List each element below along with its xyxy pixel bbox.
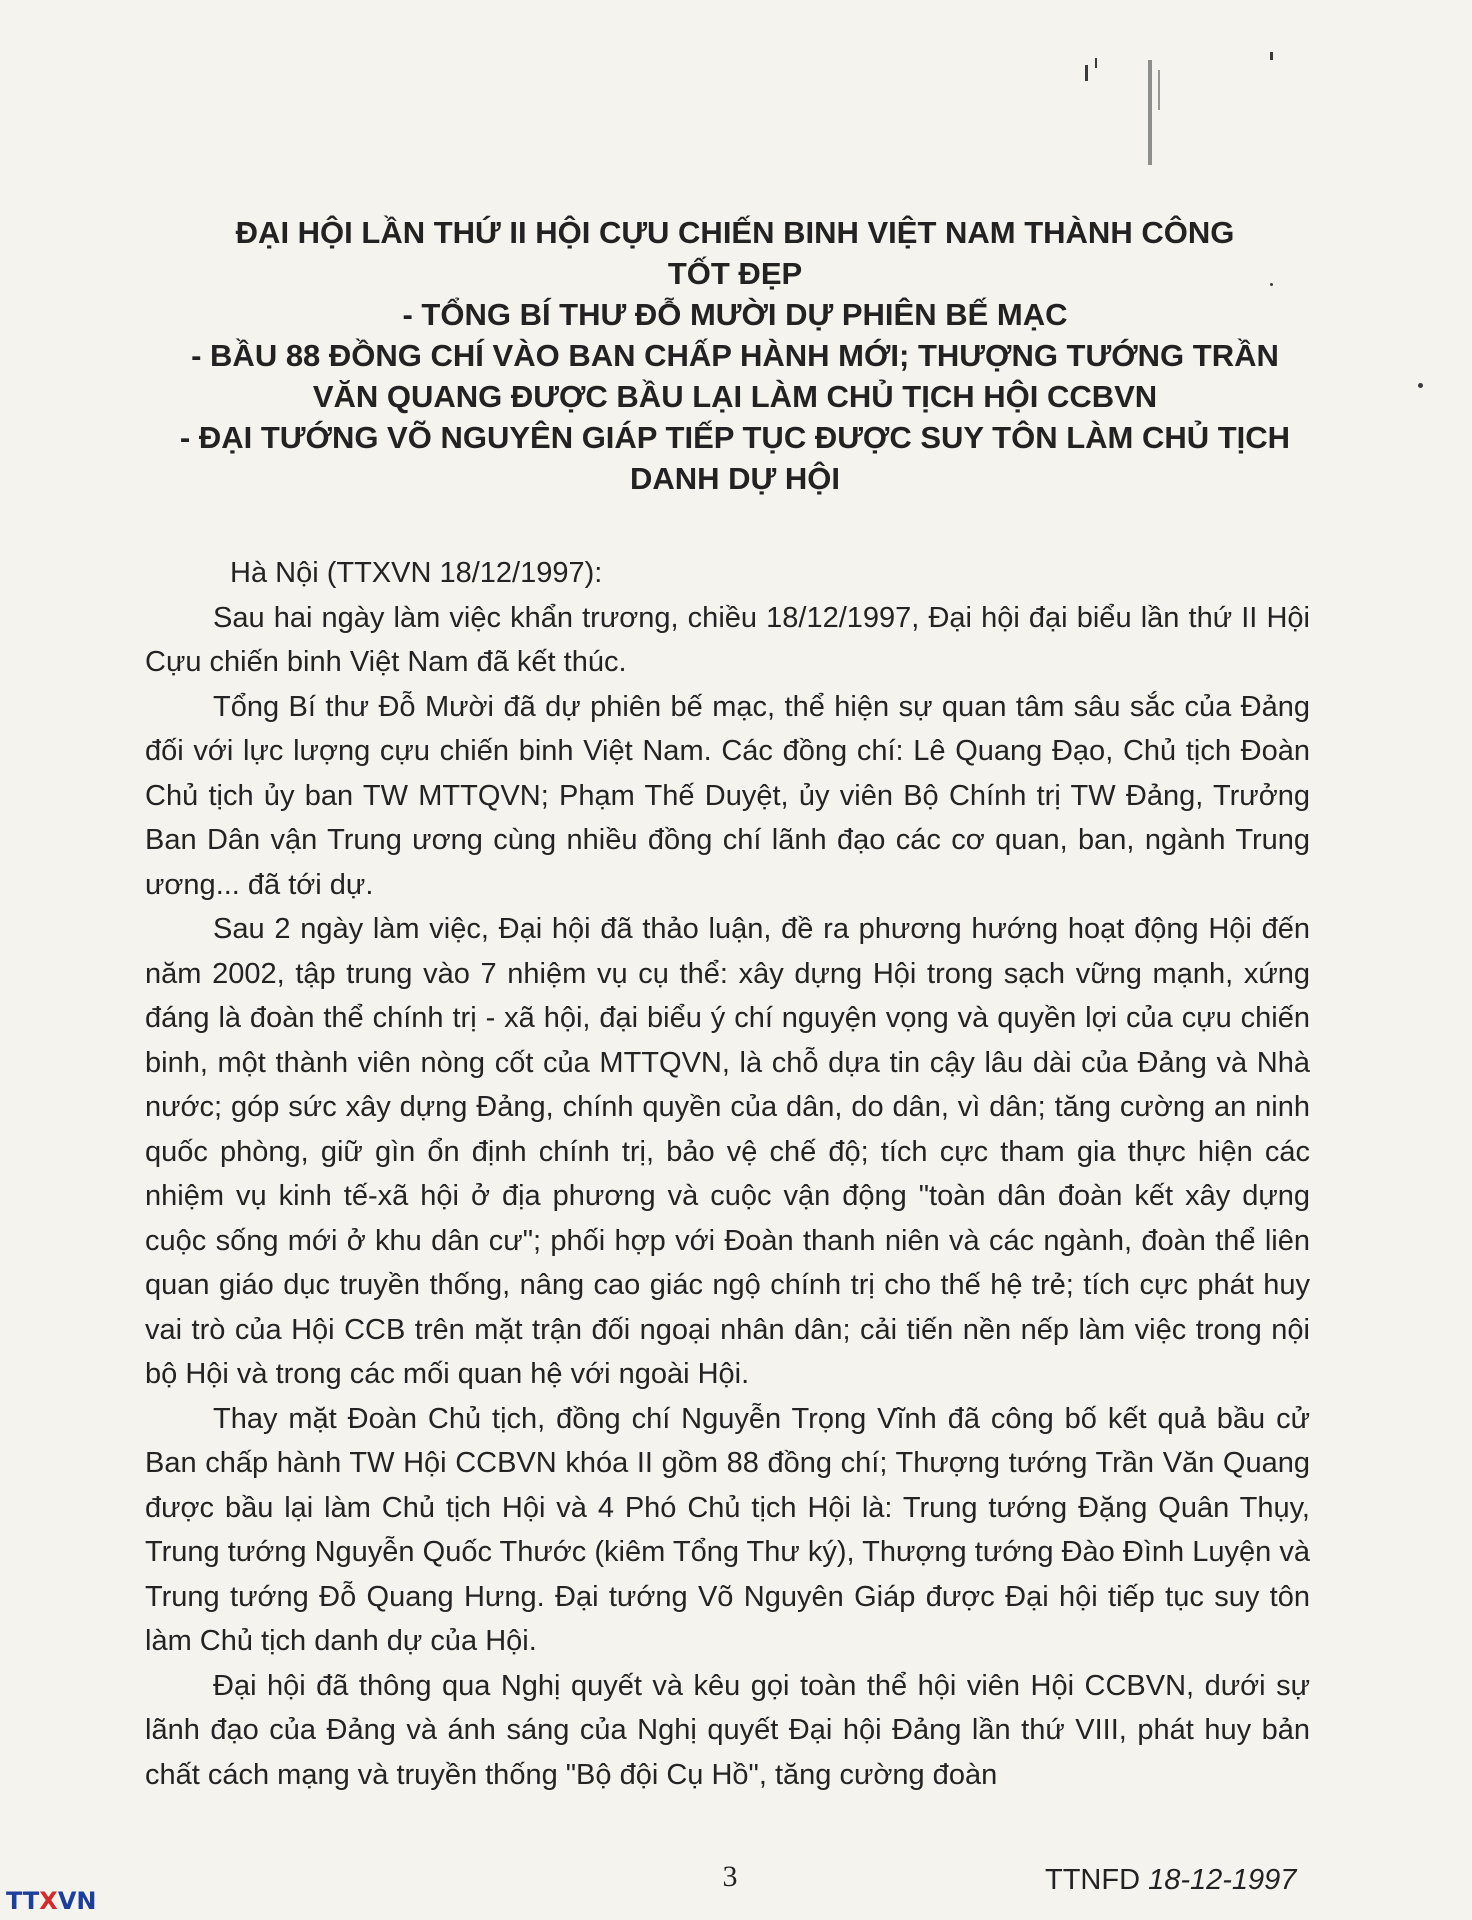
document-code bbox=[1045, 1864, 1296, 1897]
paragraph: Sau hai ngày làm việc khẩn trương, chiều 18/12/1997, Đại hội đại biểu lần thứ II Hội Cựu chiến binh Việt Nam đã kết thúc. bbox=[145, 601, 1310, 678]
headline-line: - TỔNG BÍ THƯ ĐỖ MƯỜI DỰ PHIÊN BẾ MẠC bbox=[402, 297, 1068, 332]
footer-date: 18-12-1997 bbox=[1148, 1864, 1297, 1896]
dateline: Hà Nội (TTXVN 18/12/1997): bbox=[230, 557, 603, 589]
headline-line: DANH DỰ HỘI bbox=[630, 461, 840, 496]
headline-line: - BẦU 88 ĐỒNG CHÍ VÀO BAN CHẤP HÀNH MỚI; THƯỢNG TƯỚNG TRẦN bbox=[191, 338, 1279, 373]
article-body bbox=[145, 551, 1310, 1797]
footer-code-label: TTNFD bbox=[1045, 1864, 1141, 1896]
headline-line: - ĐẠI TƯỚNG VÕ NGUYÊN GIÁP TIẾP TỤC ĐƯỢC SUY TÔN LÀM CHỦ TỊCH bbox=[179, 420, 1291, 455]
headline-line: ĐẠI HỘI LẦN THỨ II HỘI CỰU CHIẾN BINH VIỆT NAM THÀNH CÔNG bbox=[235, 215, 1235, 250]
agency-logo: TTXVN bbox=[6, 1887, 97, 1915]
paragraph: Đại hội đã thông qua Nghị quyết và kêu gọi toàn thể hội viên Hội CCBVN, dưới sự lãnh đạo của Đảng và ánh sáng của Nghị quyết Đại hội Đảng lần thứ VIII, phát huy bản chất cách mạng và truyền thống "Bộ đội Cụ Hồ", tăng cường đoàn bbox=[145, 1669, 1310, 1791]
headline-line: VĂN QUANG ĐƯỢC BẦU LẠI LÀM CHỦ TỊCH HỘI CCBVN bbox=[312, 379, 1158, 414]
paragraph: Tổng Bí thư Đỗ Mười đã dự phiên bế mạc, thể hiện sự quan tâm sâu sắc của Đảng đối với lực lượng cựu chiến binh Việt Nam. Các đồng chí: Lê Quang Đạo, Chủ tịch Đoàn Chủ tịch ủy ban TW MTTQVN; Phạm Thế Duyệt, ủy viên Bộ Chính trị TW Đảng, Trưởng Ban Dân vận Trung ương cùng nhiều đồng chí lãnh đạo các cơ quan, ban, ngành Trung ương... đã tới dự. bbox=[145, 690, 1310, 901]
headline-line: TỐT ĐẸP bbox=[667, 256, 803, 291]
headline bbox=[150, 212, 1320, 499]
page-number: 3 bbox=[722, 1860, 738, 1893]
paragraph: Thay mặt Đoàn Chủ tịch, đồng chí Nguyễn Trọng Vĩnh đã công bố kết quả bầu cử Ban chấp hành TW Hội CCBVN khóa II gồm 88 đồng chí; Thượng tướng Trần Văn Quang được bầu lại làm Chủ tịch Hội và 4 Phó Chủ tịch Hội là: Trung tướng Đặng Quân Thụy, Trung tướng Nguyễn Quốc Thước (kiêm Tổng Thư ký), Thượng tướng Đào Đình Luyện và Trung tướng Đỗ Quang Hưng. Đại tướng Võ Nguyên Giáp được Đại hội tiếp tục suy tôn làm Chủ tịch danh dự của Hội. bbox=[145, 1402, 1310, 1657]
paragraph: Sau 2 ngày làm việc, Đại hội đã thảo luận, đề ra phương hướng hoạt động Hội đến năm 2002, tập trung vào 7 nhiệm vụ cụ thể: xây dựng Hội trong sạch vững mạnh, xứng đáng là đoàn thể chính trị - xã hội, đại biểu ý chí nguyện vọng và quyền lợi của cựu chiến binh, một thành viên nòng cốt của MTTQVN, là chỗ dựa tin cậy lâu dài của Đảng và Nhà nước; góp sức xây dựng Đảng, chính quyền của dân, do dân, vì dân; tăng cường an ninh quốc phòng, giữ gìn ổn định chính trị, bảo vệ chế độ; tích cực tham gia thực hiện các nhiệm vụ kinh tế-xã hội ở địa phương và cuộc vận động "toàn dân đoàn kết xây dựng cuộc sống mới ở khu dân cư"; phối hợp với Đoàn thanh niên và các ngành, đoàn thể liên quan giáo dục truyền thống, nâng cao giác ngộ chính trị cho thế hệ trẻ; tích cực phát huy vai trò của Hội CCB trên mặt trận đối ngoại nhân dân; cải tiến nền nếp làm việc trong nội bộ Hội và trong các mối quan hệ với ngoài Hội. bbox=[145, 913, 1310, 1390]
